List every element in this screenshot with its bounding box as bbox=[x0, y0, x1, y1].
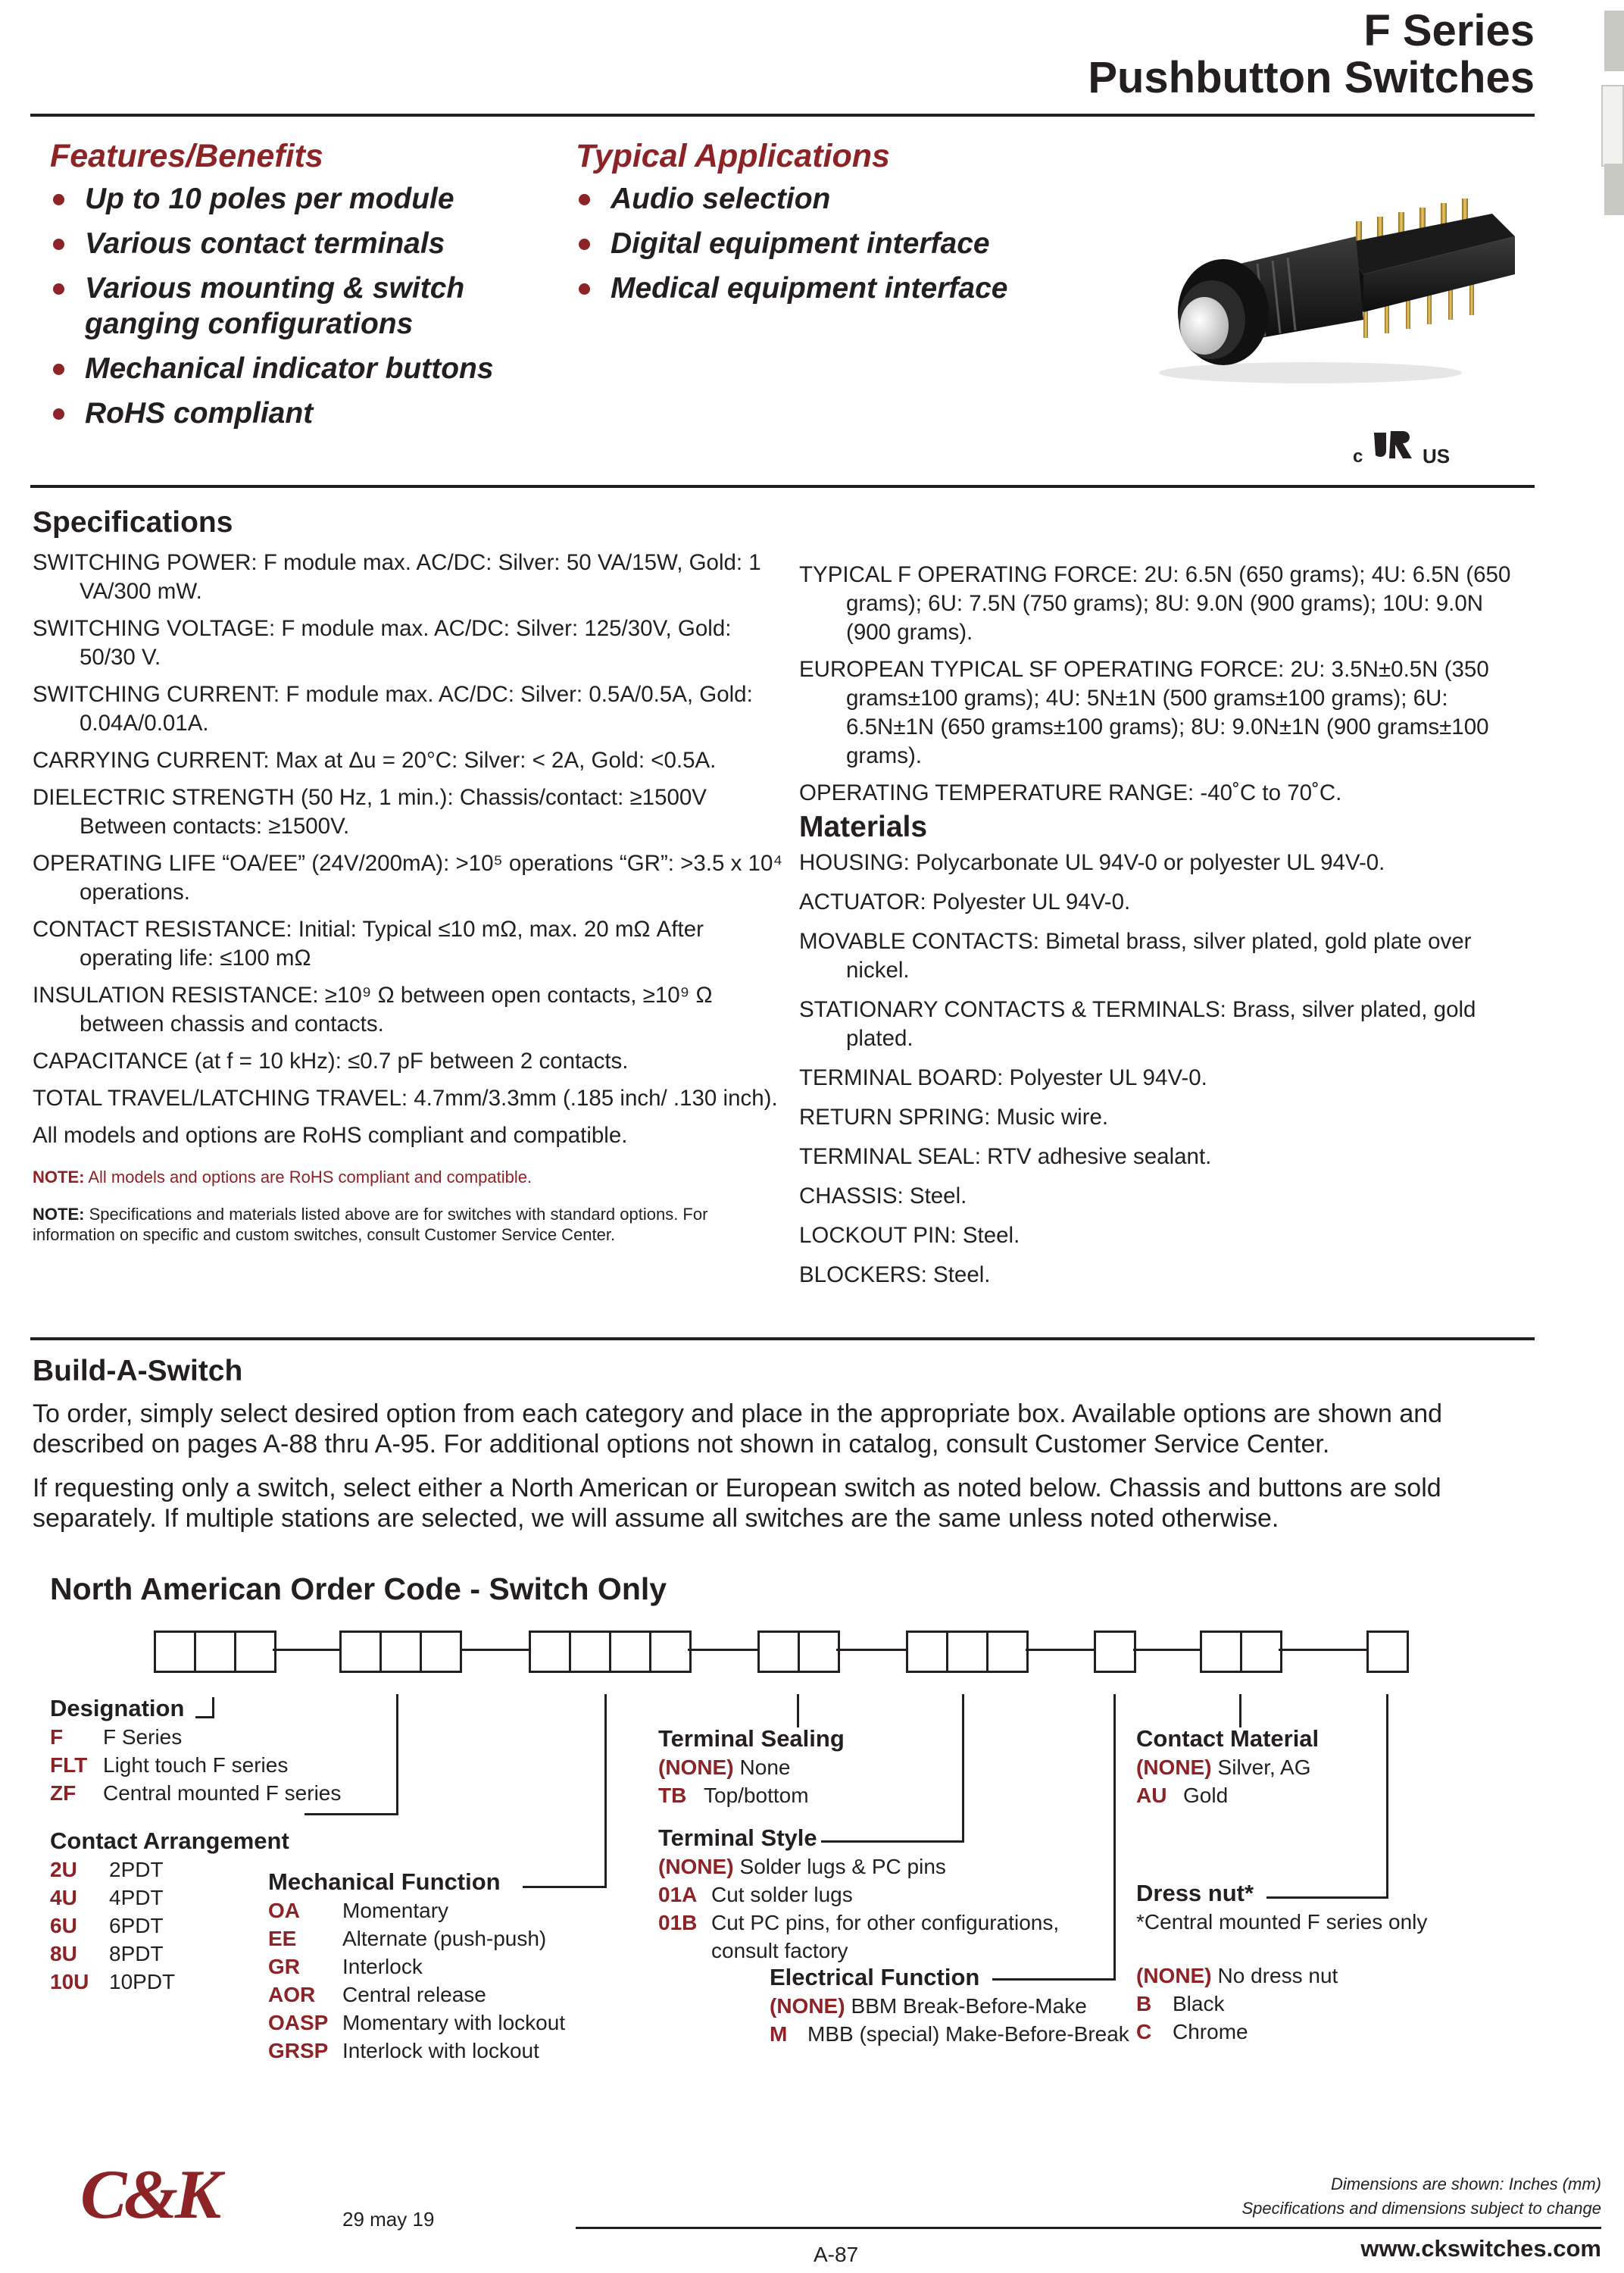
applications-list bbox=[576, 181, 1060, 306]
list-item: Medical equipment interface bbox=[576, 270, 1060, 306]
spec-item: All models and options are RoHS compliant and compatible. bbox=[33, 1123, 628, 1148]
contact-arrangement-heading: Contact Arrangement bbox=[50, 1827, 289, 1854]
build-heading: Build-A-Switch bbox=[33, 1355, 243, 1387]
spec-item: OPERATING TEMPERATURE RANGE: -40˚C to 70˚C. bbox=[799, 780, 1342, 805]
contact-arrangement-group bbox=[50, 1827, 289, 1996]
note-rohs: NOTE: All models and options are RoHS compliant and compatible. bbox=[33, 1168, 532, 1187]
switch-product-image bbox=[1136, 191, 1530, 388]
contact-material-heading: Contact Material bbox=[1136, 1725, 1320, 1752]
list-item: RoHS compliant bbox=[50, 396, 535, 431]
list-item: Digital equipment interface bbox=[576, 226, 1060, 261]
connector bbox=[1279, 1649, 1366, 1651]
spec-item: CARRYING CURRENT: Max at Δu = 20°C: Silver: < 2A, Gold: <0.5A. bbox=[33, 748, 717, 773]
box-group-contact-material[interactable] bbox=[1200, 1630, 1282, 1670]
features-section bbox=[50, 138, 535, 440]
leader-line bbox=[1239, 1694, 1241, 1727]
section-rule bbox=[30, 1337, 1535, 1340]
footer-date: 29 may 19 bbox=[342, 2208, 435, 2231]
leader-line bbox=[797, 1694, 799, 1727]
footer-rule bbox=[576, 2227, 1601, 2229]
bullet-icon bbox=[53, 239, 64, 250]
features-list bbox=[50, 181, 535, 431]
build-paragraph: If requesting only a switch, select either a North American or European switch as noted below. Chassis and buttons are sold separately. If multiple stations are selected, we will assume all switches are the same unless noted otherwise. bbox=[33, 1474, 1441, 1533]
box-group-terminal-style[interactable] bbox=[906, 1630, 1029, 1670]
header-rule bbox=[30, 114, 1535, 117]
material-item: RETURN SPRING: Music wire. bbox=[799, 1105, 1109, 1130]
box-group-mechanical-function[interactable] bbox=[529, 1630, 692, 1670]
material-item: HOUSING: Polycarbonate UL 94V-0 or polyester UL 94V-0. bbox=[799, 850, 1385, 875]
option-row[interactable]: (NONE) None bbox=[658, 1756, 791, 1779]
spec-item: OPERATING LIFE “OA/EE” (24V/200mA): >10⁵ operations “GR”: >3.5 x 10⁴ operations. bbox=[33, 851, 783, 905]
material-item: STATIONARY CONTACTS & TERMINALS: Brass, silver plated, gold plated. bbox=[799, 997, 1476, 1051]
side-tab-middle bbox=[1601, 85, 1624, 167]
bullet-icon bbox=[579, 283, 590, 295]
side-tab-bottom bbox=[1604, 164, 1624, 215]
terminal-sealing-group bbox=[658, 1724, 845, 1809]
spec-item: SWITCHING VOLTAGE: F module max. AC/DC: Silver: 125/30V, Gold: 50/30 V. bbox=[33, 616, 732, 670]
build-paragraph: To order, simply select desired option from each category and place in the appropriate box. Available options are shown and described on pages A-88 thru A-95. For additional options not shown in catalog, consult Customer Service Center. bbox=[33, 1399, 1443, 1459]
mechanical-function-heading: Mechanical Function bbox=[268, 1868, 501, 1895]
designation-group bbox=[50, 1694, 341, 1807]
features-heading: Features/Benefits bbox=[50, 138, 323, 174]
spec-item: INSULATION RESISTANCE: ≥10⁹ Ω between open contacts, ≥10⁹ Ω between chassis and contacts. bbox=[33, 983, 713, 1036]
option-row[interactable]: 8U 8PDT bbox=[50, 1942, 164, 1965]
material-item: LOCKOUT PIN: Steel. bbox=[799, 1223, 1020, 1248]
ul-certification-mark bbox=[1353, 428, 1451, 471]
material-item: TERMINAL BOARD: Polyester UL 94V-0. bbox=[799, 1065, 1207, 1090]
order-code-heading: North American Order Code - Switch Only bbox=[50, 1571, 667, 1606]
option-row[interactable]: ZF Central mounted F series bbox=[50, 1781, 342, 1805]
option-row[interactable]: OA Momentary bbox=[268, 1899, 449, 1922]
connector bbox=[273, 1649, 339, 1651]
option-row[interactable]: TB Top/bottom bbox=[658, 1784, 809, 1807]
terminal-style-heading: Terminal Style bbox=[658, 1824, 817, 1851]
website-link[interactable]: www.ckswitches.com bbox=[1360, 2235, 1601, 2262]
cert-c: c bbox=[1353, 446, 1363, 467]
option-row[interactable]: 01A Cut solder lugs bbox=[658, 1883, 853, 1906]
option-row[interactable]: 6U 6PDT bbox=[50, 1914, 164, 1937]
leader-line bbox=[1113, 1694, 1116, 1981]
electrical-function-group bbox=[770, 1963, 1129, 2048]
applications-section bbox=[576, 138, 1060, 315]
specifications-heading: Specifications bbox=[33, 506, 233, 539]
change-note: Specifications and dimensions subject to change bbox=[1241, 2199, 1601, 2218]
note-standard-options: NOTE: Specifications and materials listed above are for switches with standard options. For information on specific and custom switches, consult Customer Service Center. bbox=[33, 1205, 708, 1244]
option-row[interactable]: EE Alternate (push-push) bbox=[268, 1927, 547, 1950]
leader-line bbox=[1386, 1694, 1388, 1899]
specifications-left bbox=[33, 506, 790, 1254]
materials-heading: Materials bbox=[799, 811, 928, 843]
connector bbox=[1133, 1649, 1200, 1651]
option-row[interactable]: AOR Central release bbox=[268, 1983, 486, 2006]
contact-material-group bbox=[1136, 1724, 1319, 1809]
spec-item: EUROPEAN TYPICAL SF OPERATING FORCE: 2U: 3.5N±0.5N (350 grams±100 grams); 4U: 5N±1N (500 grams±100 grams); 6U: 6.5N±1N (650 grams±100 grams); 8U: 9.0N±1N (900 grams±100 grams). bbox=[799, 657, 1489, 768]
list-item: Up to 10 poles per module bbox=[50, 181, 535, 217]
bullet-icon bbox=[53, 283, 64, 295]
side-tab-top bbox=[1604, 11, 1624, 71]
page-number: A-87 bbox=[814, 2243, 859, 2266]
material-item: CHASSIS: Steel. bbox=[799, 1183, 967, 1208]
leader-line bbox=[604, 1694, 607, 1888]
series-title: F Series bbox=[1363, 6, 1535, 55]
cert-us: US bbox=[1423, 445, 1451, 467]
dress-nut-note: *Central mounted F series only bbox=[1136, 1910, 1428, 1934]
dress-nut-heading: Dress nut* bbox=[1136, 1880, 1254, 1906]
dress-nut-group bbox=[1136, 1879, 1427, 2046]
box-group-terminal-sealing[interactable] bbox=[757, 1630, 840, 1670]
option-row[interactable]: GRSP Interlock with lockout bbox=[268, 2039, 539, 2062]
bullet-icon bbox=[53, 408, 64, 420]
option-row[interactable]: (NONE) No dress nut bbox=[1136, 1964, 1338, 1987]
box-group-designation[interactable] bbox=[154, 1630, 276, 1670]
mechanical-function-group bbox=[268, 1868, 565, 2065]
list-item: Mechanical indicator buttons bbox=[50, 351, 535, 386]
material-item: MOVABLE CONTACTS: Bimetal brass, silver plated, gold plate over nickel. bbox=[799, 929, 1472, 983]
option-row[interactable]: 2U 2PDT bbox=[50, 1858, 164, 1881]
list-item: Various mounting & switch ganging configurations bbox=[50, 270, 535, 342]
ur-logo-icon bbox=[1369, 428, 1418, 461]
designation-heading: Designation bbox=[50, 1695, 185, 1721]
connector bbox=[688, 1649, 757, 1651]
specifications-right bbox=[799, 561, 1534, 1298]
box-group-contact-arrangement[interactable] bbox=[339, 1630, 462, 1670]
ck-logo: C&K bbox=[80, 2156, 219, 2233]
applications-heading: Typical Applications bbox=[576, 138, 890, 174]
option-row[interactable]: F F Series bbox=[50, 1725, 183, 1749]
box-group-dress-nut[interactable] bbox=[1366, 1630, 1409, 1670]
leader-line bbox=[396, 1694, 398, 1815]
connector bbox=[1026, 1649, 1094, 1651]
option-row[interactable]: (NONE) Silver, AG bbox=[1136, 1756, 1311, 1779]
spec-item: TOTAL TRAVEL/LATCHING TRAVEL: 4.7mm/3.3mm (.185 inch/ .130 inch). bbox=[33, 1086, 778, 1111]
material-item: TERMINAL SEAL: RTV adhesive sealant. bbox=[799, 1144, 1212, 1169]
connector bbox=[836, 1649, 906, 1651]
option-row[interactable]: (NONE) BBM Break-Before-Make bbox=[770, 1994, 1087, 2018]
option-row[interactable]: FLT Light touch F series bbox=[50, 1753, 289, 1777]
bullet-icon bbox=[579, 194, 590, 205]
option-row[interactable]: OASP Momentary with lockout bbox=[268, 2011, 566, 2034]
option-row[interactable]: 4U 4PDT bbox=[50, 1886, 164, 1909]
spec-item: SWITCHING CURRENT: F module max. AC/DC: Silver: 0.5A/0.5A, Gold: 0.04A/0.01A. bbox=[33, 682, 753, 736]
leader-line bbox=[962, 1694, 964, 1843]
option-row[interactable]: (NONE) Solder lugs & PC pins bbox=[658, 1855, 946, 1878]
build-a-switch-section bbox=[33, 1355, 1540, 1547]
material-item: ACTUATOR: Polyester UL 94V-0. bbox=[799, 890, 1131, 915]
product-title: Pushbutton Switches bbox=[1088, 53, 1535, 102]
connector bbox=[461, 1649, 529, 1651]
spec-item: SWITCHING POWER: F module max. AC/DC: Silver: 50 VA/15W, Gold: 1 VA/300 mW. bbox=[33, 550, 761, 604]
option-row[interactable]: M MBB (special) Make-Before-Break bbox=[770, 2022, 1129, 2046]
electrical-function-heading: Electrical Function bbox=[770, 1964, 980, 1990]
spec-item: DIELECTRIC STRENGTH (50 Hz, 1 min.): Chassis/contact: ≥1500V Between contacts: ≥1500V. bbox=[33, 785, 707, 839]
option-row[interactable]: AU Gold bbox=[1136, 1784, 1229, 1807]
list-item: Audio selection bbox=[576, 181, 1060, 217]
bullet-icon bbox=[53, 194, 64, 205]
bullet-icon bbox=[579, 239, 590, 250]
option-row[interactable]: GR Interlock bbox=[268, 1955, 423, 1978]
leader-line bbox=[304, 1813, 398, 1815]
box-group-electrical-function[interactable] bbox=[1094, 1630, 1136, 1670]
terminal-sealing-heading: Terminal Sealing bbox=[658, 1725, 845, 1752]
option-row[interactable]: B Black bbox=[1136, 1992, 1225, 2015]
list-item: Various contact terminals bbox=[50, 226, 535, 261]
spec-item: CAPACITANCE (at f = 10 kHz): ≤0.7 pF between 2 contacts. bbox=[33, 1049, 629, 1074]
dimensions-note: Dimensions are shown: Inches (mm) bbox=[1330, 2175, 1601, 2193]
option-row[interactable]: 10U 10PDT bbox=[50, 1970, 176, 1993]
option-row[interactable]: C Chrome bbox=[1136, 2020, 1248, 2043]
option-row[interactable]: 01B Cut PC pins, for other configurations, bbox=[658, 1911, 1060, 1934]
terminal-style-group bbox=[658, 1824, 1059, 1965]
bullet-icon bbox=[53, 364, 64, 375]
option-continuation: consult factory bbox=[711, 1939, 848, 1962]
material-item: BLOCKERS: Steel. bbox=[799, 1262, 991, 1287]
spec-item: CONTACT RESISTANCE: Initial: Typical ≤10 mΩ, max. 20 mΩ After operating life: ≤100 mΩ bbox=[33, 917, 704, 971]
spec-item: TYPICAL F OPERATING FORCE: 2U: 6.5N (650 grams); 4U: 6.5N (650 grams); 6U: 7.5N (750 grams); 8U: 9.0N (900 grams); 10U: 9.0N (900 grams). bbox=[799, 562, 1511, 645]
section-rule bbox=[30, 485, 1535, 488]
